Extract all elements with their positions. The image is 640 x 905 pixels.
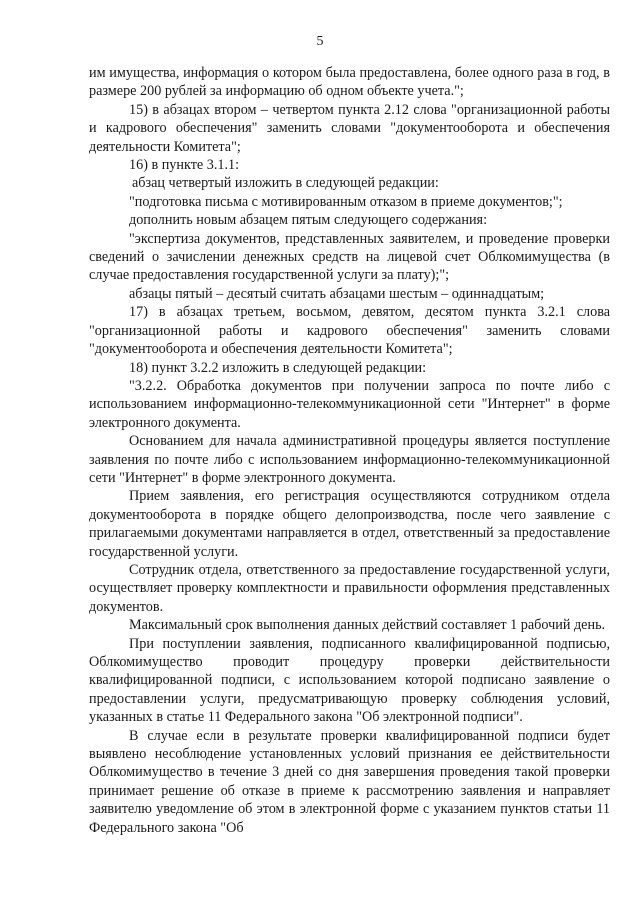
paragraph: Сотрудник отдела, ответственного за предоставление государственной услуги, осуществляет проверку комплектности и правильности оформления представленных документов. — [89, 561, 610, 615]
paragraph: 17) в абзацах третьем, восьмом, девятом, десятом пункта 3.2.1 слова "организационной работы и кадрового обеспечения" заменить словами "документооборота и обеспечения деятельности Комитета"; — [89, 304, 610, 358]
paragraph: им имущества, информация о котором была предоставлена, более одного раза в год, в размере 200 рублей за информацию об одном объекте учета."; — [89, 65, 610, 100]
paragraph: "экспертиза документов, представленных заявителем, и проведение проверки сведений о зачислении денежных средств на лицевой счет Облкомимущества (в случае предоставления государственной услуги за плату);"; — [89, 230, 610, 284]
paragraph: Максимальный срок выполнения данных действий составляет 1 рабочий день. — [129, 617, 606, 634]
paragraph: абзац четвертый изложить в следующей редакции: — [132, 175, 439, 192]
paragraph: "подготовка письма с мотивированным отказом в приеме документов;"; — [129, 193, 563, 210]
paragraph: Основанием для начала административной процедуры является поступление заявления по почте либо с использованием информационно-телекоммуникационной сети "Интернет" в форме электронного документа. — [89, 433, 610, 486]
paragraph: 16) в пункте 3.1.1: — [129, 157, 240, 174]
paragraph: При поступлении заявления, подписанного квалифицированной подписью, Облкомимущество проводит процедуру проверки действительности квалифицированной подписи, с использованием которой подписано заявление о предоставлении услуги, предусматривающую проверку соблюдения условий, указанных в статье 11 Федерального закона "Об электронной подписи". — [89, 635, 610, 726]
paragraph: 18) пункт 3.2.2 изложить в следующей редакции: — [129, 359, 427, 376]
paragraph: Прием заявления, его регистрация осуществляются сотрудником отдела документооборота в порядке общего делопроизводства, после чего заявление с прилагаемыми документами направляется в отдел, ответственный за предоставление государственной услуги. — [89, 488, 610, 560]
paragraph: дополнить новым абзацем пятым следующего содержания: — [129, 212, 488, 229]
paragraph: "3.2.2. Обработка документов при получении запроса по почте либо с использованием информационно-телекоммуникационной сети "Интернет" в форме электронного документа. — [89, 377, 610, 431]
paragraph: абзацы пятый – десятый считать абзацами шестым – одиннадцатым; — [129, 285, 545, 302]
paragraph: В случае если в результате проверки квалифицированной подписи будет выявлено несоблюдение установленных условий признания ее действительности Облкомимущество в течение 3 дней со дня завершения проведения такой проверки принимает решение об отказе в приеме к рассмотрению заявления и направляет заявителю уведомление об этом в электронной форме с указанием пунктов статьи 11 Федерального закона "Об — [89, 727, 610, 836]
page-number: 5 — [316, 34, 324, 49]
paragraph: 15) в абзацах втором – четвертом пункта 2.12 слова "организационной работы и кадрового обеспечения" заменить словами "документооборота и обеспечения деятельности Комитета"; — [89, 101, 610, 155]
document-body — [89, 64, 610, 837]
